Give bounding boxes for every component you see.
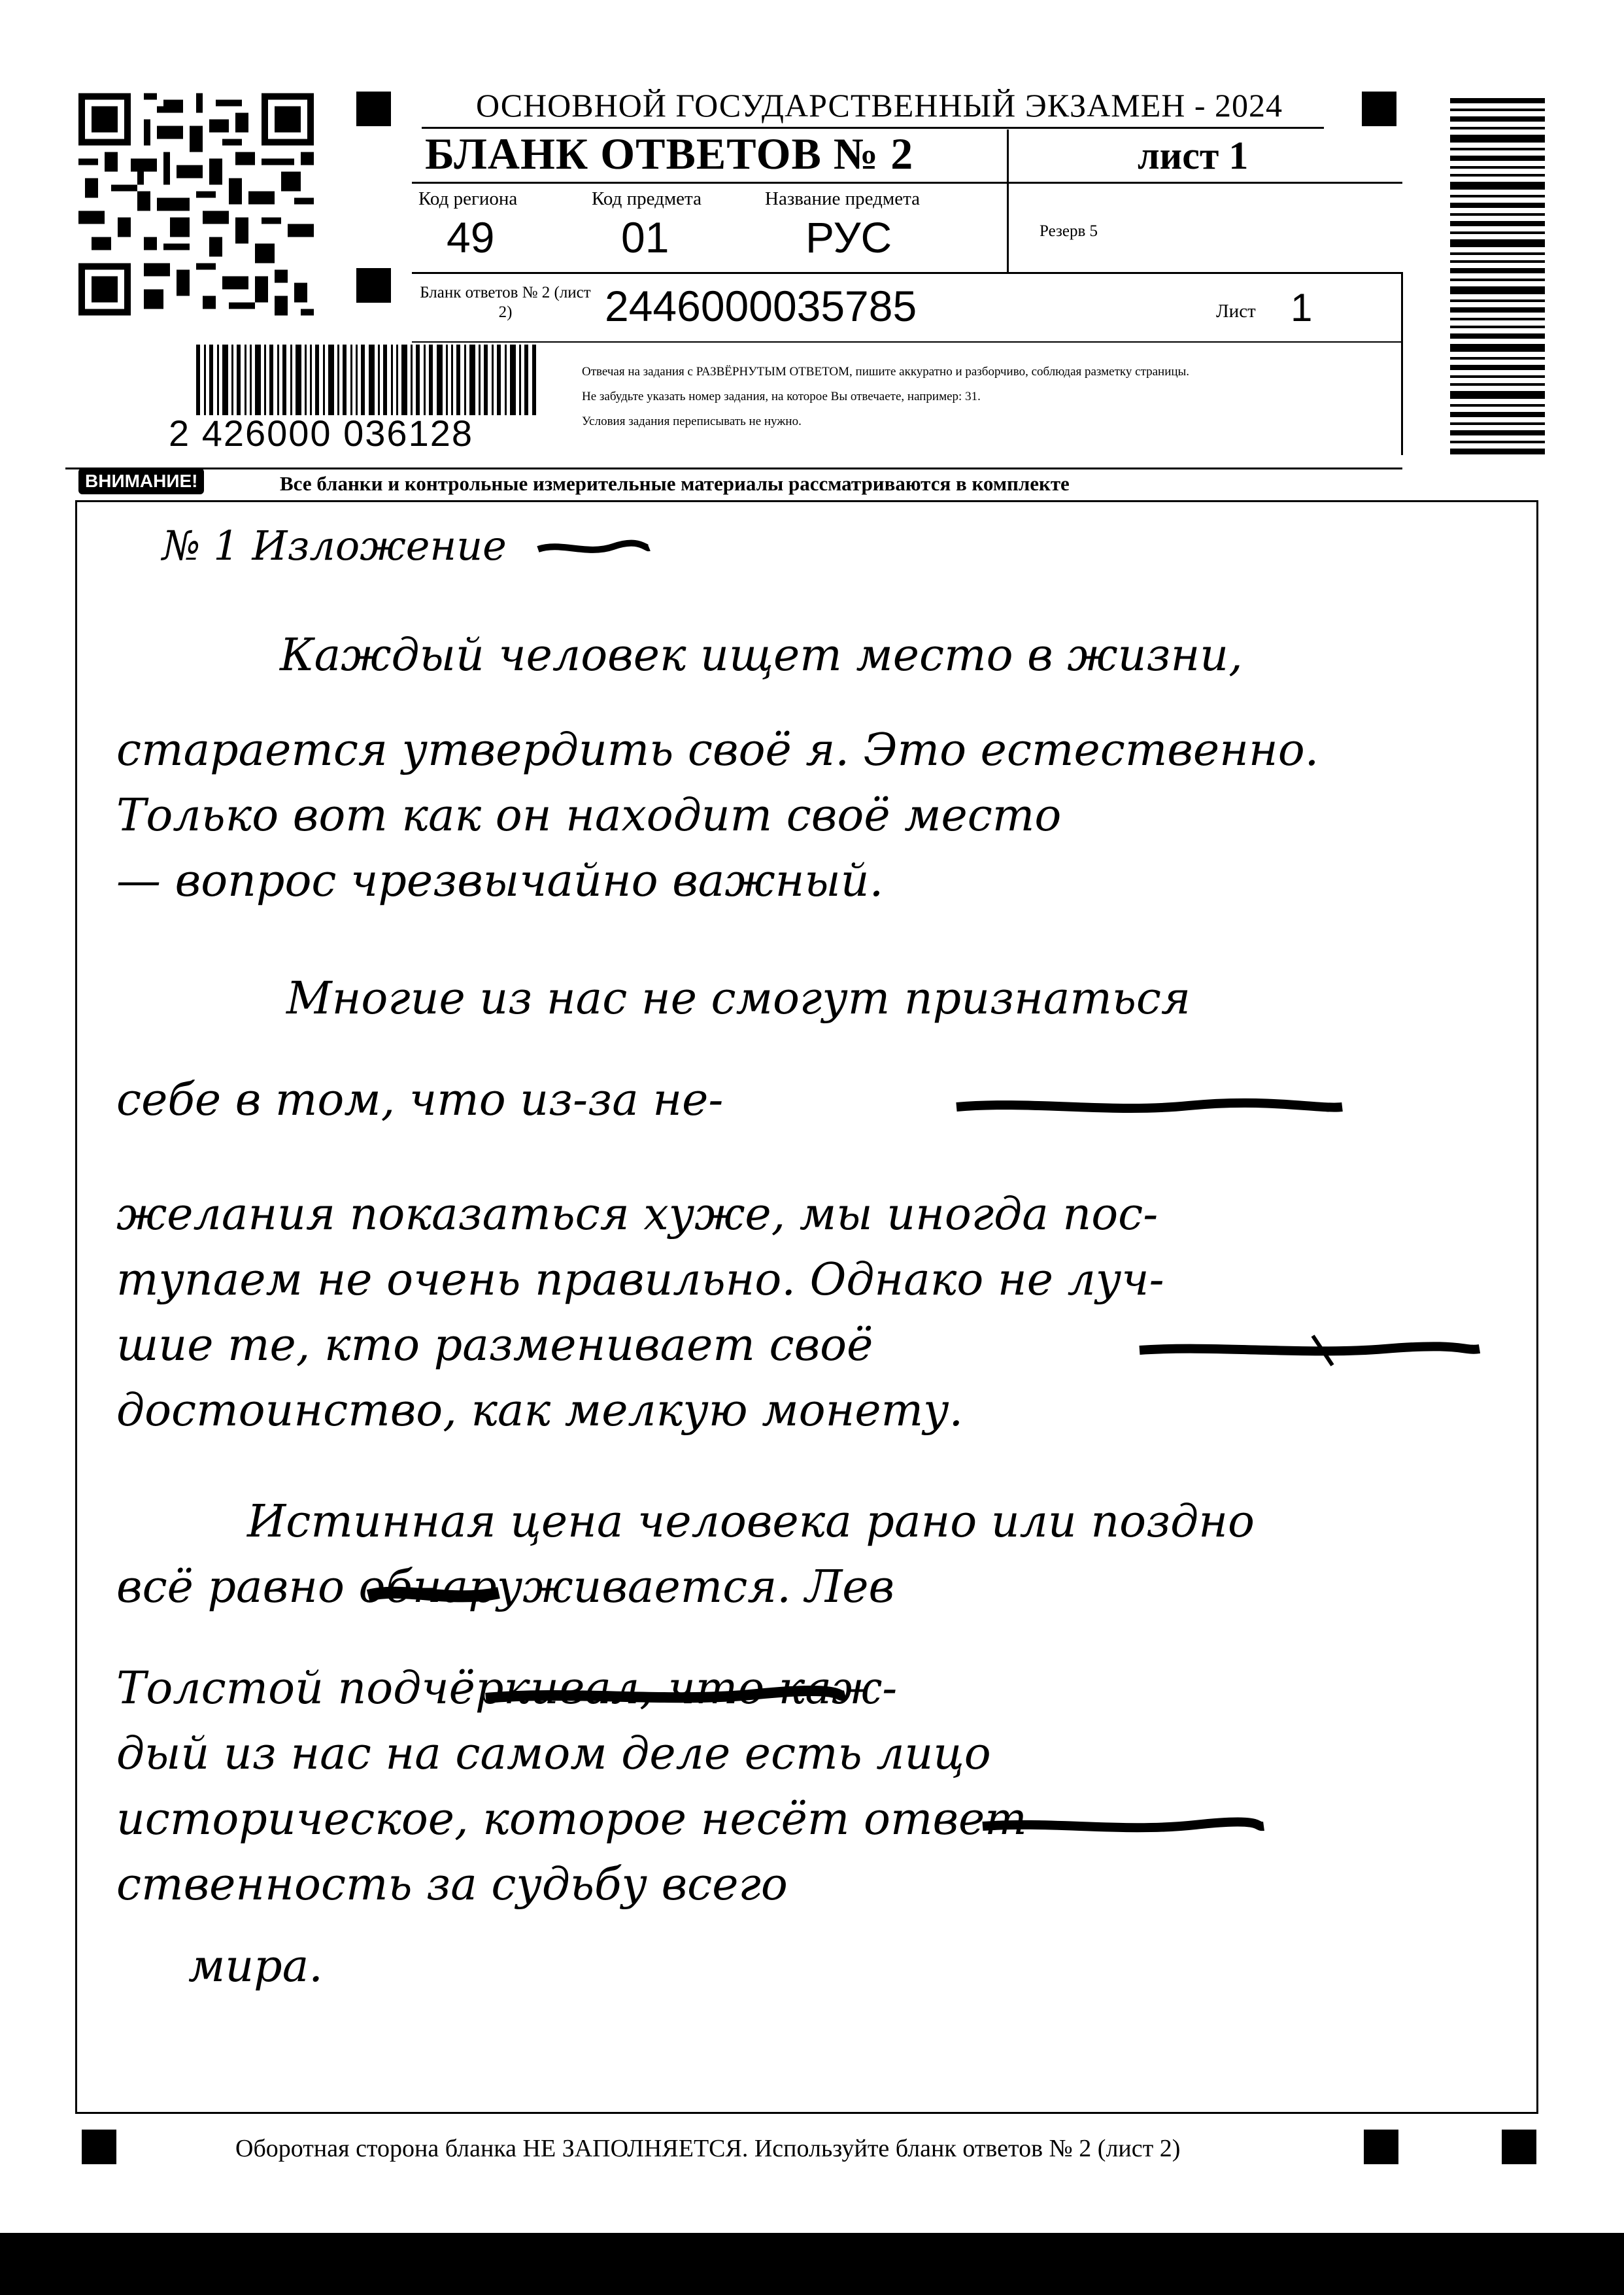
- crossed-out-word-5: [482, 1676, 849, 1715]
- exam-title: ОСНОВНОЙ ГОСУДАРСТВЕННЫЙ ЭКЗАМЕН - 2024: [476, 87, 1283, 124]
- answer-line-15: дый из нас на самом деле есть лицо: [116, 1728, 991, 1780]
- answer-line-6: Многие из нас не смогут признаться: [286, 973, 1191, 1025]
- answer-line-9: тупаем не очень правильно. Однако не луч-: [116, 1254, 1164, 1306]
- answer-line-8: желания показаться хуже, мы иногда пос-: [116, 1189, 1159, 1240]
- answer-area: [75, 500, 1538, 2114]
- attention-badge: ВНИМАНИЕ!: [78, 468, 204, 494]
- blank-title: БЛАНК ОТВЕТОВ № 2: [425, 129, 914, 178]
- region-value: 49: [447, 213, 495, 262]
- blank-number: 2446000035785: [605, 282, 917, 330]
- subject-name-value: РУС: [805, 213, 892, 262]
- right-barcode: [1450, 98, 1545, 454]
- attention-text: Все бланки и контрольные измерительные материалы рассматриваются в комплекте: [280, 472, 1070, 495]
- subject-name-label: Название предмета: [765, 188, 920, 209]
- answer-line-2: Каждый человек ищет место в жизни,: [280, 630, 1243, 681]
- qr-code: [78, 92, 314, 317]
- crossed-out-word-3: [1136, 1329, 1483, 1368]
- instruction-line-3: Условия задания переписывать не нужно.: [582, 415, 802, 428]
- header-bottom-line: [65, 468, 1402, 469]
- answer-line-14: Толстой подчёркивал, что каж-: [116, 1663, 898, 1714]
- registration-marker-bottom-left: [82, 2130, 116, 2164]
- list-value: 1: [1291, 286, 1313, 330]
- footer-note: Оборотная сторона бланка НЕ ЗАПОЛНЯЕТСЯ. Используйте бланк ответов № 2 (лист 2): [235, 2135, 1181, 2162]
- answer-line-5: — вопрос чрезвычайно важный.: [116, 855, 884, 907]
- header-divider-2: [412, 272, 1402, 274]
- left-barcode: [196, 345, 536, 415]
- answer-line-1: № 1 Изложение: [162, 522, 507, 570]
- reserve-label: Резерв 5: [1040, 222, 1098, 240]
- subject-code-value: 01: [621, 213, 669, 262]
- registration-marker-bottom-right-2: [1502, 2130, 1536, 2164]
- answer-line-13: всё равно обнаруживается. Лев: [116, 1561, 895, 1613]
- instruction-line-1: Отвечая на задания с РАЗВЁРНУТЫМ ОТВЕТОМ, пишите аккуратно и разборчиво, соблюдая разметку страницы.: [582, 365, 1190, 379]
- header-divider-3: [412, 341, 1402, 343]
- scan-bottom-band: [0, 2233, 1624, 2295]
- region-label: Код региона: [418, 188, 518, 209]
- answer-line-10: шие те, кто разменивает своё: [116, 1319, 873, 1371]
- answer-line-3: старается утвердить своё я. Это естественно.: [116, 724, 1319, 776]
- header-vertical-divider: [1007, 129, 1009, 272]
- list-label: Лист: [1216, 301, 1256, 322]
- blank-ref-label: Бланк ответов № 2 (лист 2): [420, 284, 591, 321]
- answer-line-11: достоинство, как мелкую монету.: [116, 1385, 964, 1436]
- header-divider-1: [412, 182, 1402, 184]
- registration-marker-mid-left: [356, 268, 391, 303]
- answer-line-12: Истинная цена человека рано или поздно: [247, 1496, 1255, 1548]
- answer-line-16: историческое, которое несёт ответ-: [116, 1794, 1042, 1845]
- barcode-number: 2 426000 036128: [169, 413, 473, 454]
- instruction-right-border: [1401, 272, 1403, 455]
- registration-marker-top-right: [1362, 92, 1396, 126]
- crossed-out-word-4: [365, 1574, 502, 1614]
- answer-line-17: ственность за судьбу всего: [116, 1859, 788, 1911]
- registration-marker-top-left: [356, 92, 391, 126]
- crossed-out-word-2: [953, 1087, 1345, 1127]
- answer-line-7: себе в том, что из-за не-: [116, 1074, 724, 1126]
- registration-marker-bottom-right-1: [1364, 2130, 1398, 2164]
- answer-line-4: Только вот как он находит своё место: [116, 790, 1062, 842]
- subject-code-label: Код предмета: [592, 188, 702, 209]
- instruction-line-2: Не забудьте указать номер задания, на которое Вы отвечаете, например: 31.: [582, 390, 981, 403]
- crossed-out-word-6: [979, 1807, 1267, 1846]
- crossed-out-word-1: [535, 535, 652, 561]
- answer-line-18: мира.: [188, 1941, 323, 1992]
- sheet-label: лист 1: [1138, 134, 1249, 177]
